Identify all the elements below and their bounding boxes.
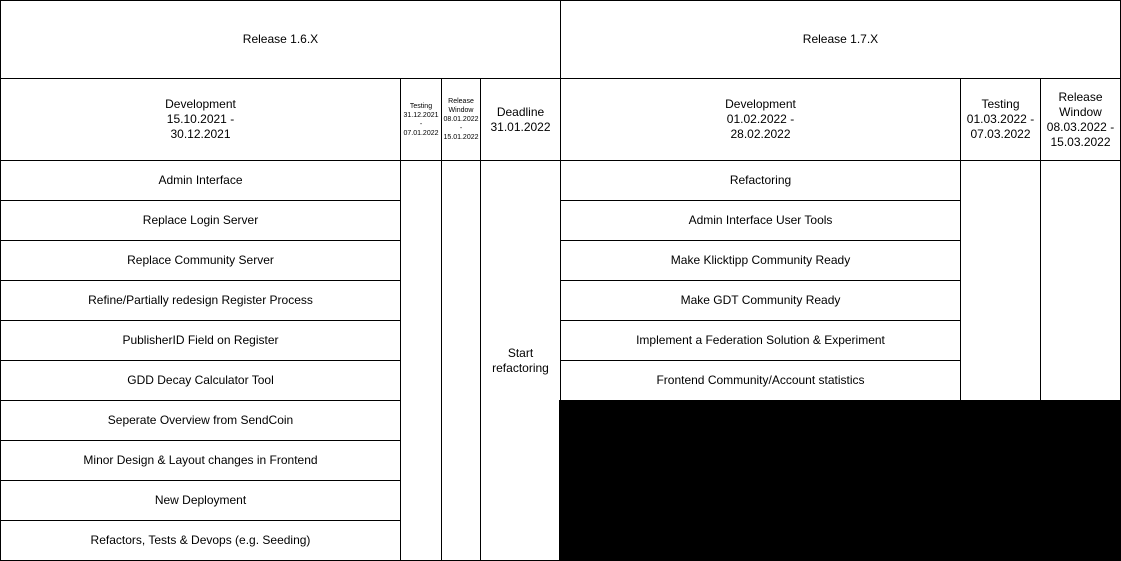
task-row: New Deployment (0, 480, 401, 521)
development-header-1-7-dates-end: 28.02.2022 (730, 127, 791, 141)
release-window-header-1-7-label1: Release (1058, 89, 1103, 104)
task-row: Admin Interface User Tools (560, 200, 961, 241)
testing-header-1-7 (960, 78, 1041, 161)
task-row: Refine/Partially redesign Register Process (0, 280, 401, 321)
release-window-header-1-7-date-start: 08.03.2022 - (1046, 119, 1115, 134)
testing-column-1-6 (400, 160, 442, 561)
release-window-header-1-6-label2: Window (448, 107, 474, 114)
release-window-header-1-7-label2: Window (1059, 104, 1102, 119)
task-row: Make Klicktipp Community Ready (560, 240, 961, 281)
release-1-7-title-cell (560, 0, 1121, 79)
release-window-header-1-7-date-end: 15.03.2022 (1050, 134, 1111, 149)
task-row: Frontend Community/Account statistics (560, 360, 961, 401)
release-window-header-1-6-date-start: 08.01.2022 (443, 116, 479, 123)
deadline-header-1-6-label: Deadline (496, 104, 545, 119)
release-window-column-1-7 (1040, 160, 1121, 401)
testing-header-1-6-date-end: 07.01.2022 (403, 129, 439, 137)
task-row: PublisherID Field on Register (0, 320, 401, 361)
deadline-column-1-6 (480, 160, 561, 561)
development-header-1-7 (560, 78, 961, 161)
development-header-1-6-dates-end: 30.12.2021 (170, 127, 231, 141)
testing-header-1-7-label: Testing (981, 97, 1020, 111)
release-1-6-title: Release 1.6.X (242, 32, 319, 46)
development-header-1-6-label: Development (165, 97, 236, 111)
release-1-7-title: Release 1.7.X (802, 32, 879, 46)
blacked-out-region (559, 400, 1121, 561)
task-row: Replace Login Server (0, 200, 401, 241)
testing-header-1-6-dash: - (419, 120, 423, 128)
task-row: GDD Decay Calculator Tool (0, 360, 401, 401)
release-window-header-1-6-dash: - (459, 125, 463, 132)
task-row: Refactors, Tests & Devops (e.g. Seeding) (0, 520, 401, 561)
task-row: Refactoring (560, 160, 961, 201)
release-window-header-1-6-date-end: 15.01.2022 (443, 134, 479, 141)
release-window-header-1-6 (441, 78, 481, 161)
release-1-6-title-cell (0, 0, 561, 79)
testing-header-1-6-label: Testing (409, 102, 433, 110)
development-header-1-6-dates-start: 15.10.2021 - (166, 112, 235, 126)
testing-header-1-7-date-end: 07.03.2022 (970, 127, 1031, 141)
testing-column-1-7 (960, 160, 1041, 401)
release-window-header-1-6-label1: Release (448, 98, 474, 105)
task-row: Replace Community Server (0, 240, 401, 281)
deadline-header-1-6 (480, 78, 561, 161)
task-row: Minor Design & Layout changes in Frontend (0, 440, 401, 481)
release-window-header-1-7 (1040, 78, 1121, 161)
testing-header-1-6-date-start: 31.12.2021 (403, 111, 439, 119)
development-header-1-6 (0, 78, 401, 161)
deadline-note-line2: refactoring (492, 360, 549, 375)
testing-header-1-6 (400, 78, 442, 161)
task-row: Seperate Overview from SendCoin (0, 400, 401, 441)
deadline-note-line1: Start (507, 345, 534, 360)
development-header-1-7-dates-start: 01.02.2022 - (726, 112, 795, 126)
deadline-header-1-6-date: 31.01.2022 (490, 119, 551, 134)
task-row: Implement a Federation Solution & Experiment (560, 320, 961, 361)
task-row: Make GDT Community Ready (560, 280, 961, 321)
release-window-column-1-6 (441, 160, 481, 561)
testing-header-1-7-date-start: 01.03.2022 - (966, 112, 1035, 126)
task-row: Admin Interface (0, 160, 401, 201)
development-header-1-7-label: Development (725, 97, 796, 111)
